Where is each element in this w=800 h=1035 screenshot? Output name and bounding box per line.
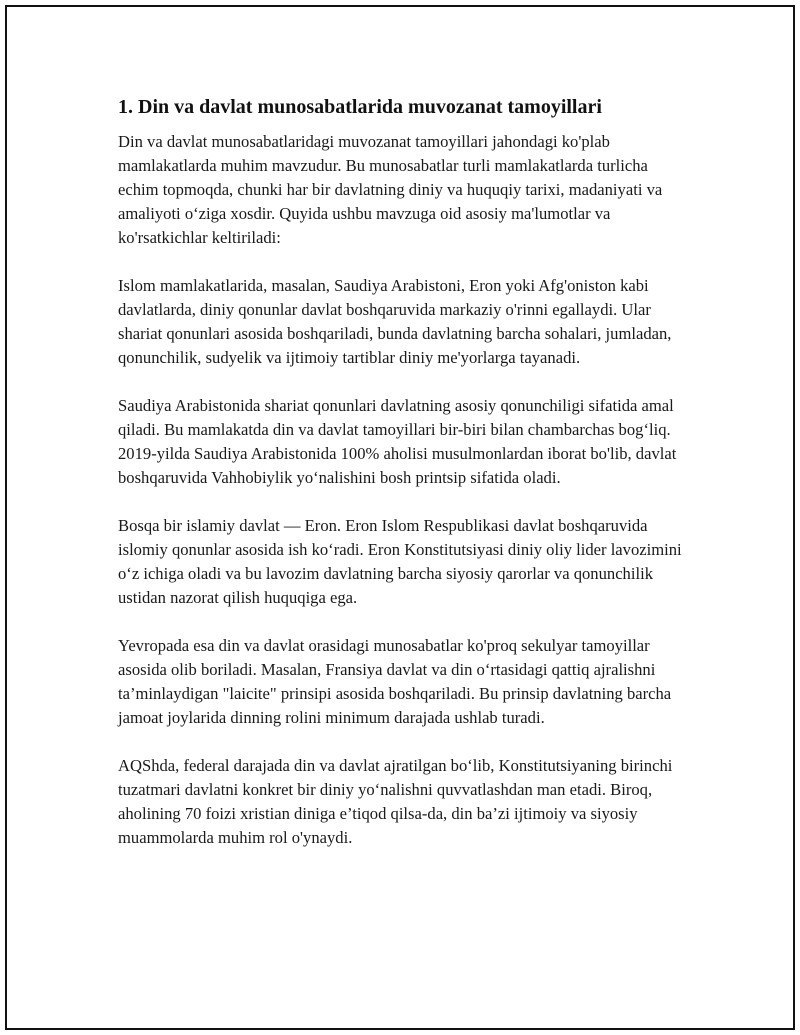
document-body bbox=[118, 94, 688, 874]
paragraph-islamic-countries: Islom mamlakatlarida, masalan, Saudiya Arabistoni, Eron yoki Afg'oniston kabi davlatlarda, diniy qonunlar davlat boshqaruvida markaziy o'rinni egallaydi. Ular shariat qonunlari asosida boshqariladi, bunda davlatning barcha sohalari, jumladan, qonunchilik, sudyelik va ijtimoiy tartiblar diniy me'yorlarga tayanadi. bbox=[118, 276, 672, 367]
paragraph-iran: Bosqa bir islamiy davlat — Eron. Eron Islom Respublikasi davlat boshqaruvida islomiy qonunlar asosida ish ko‘radi. Eron Konstitutsiyasi diniy oliy lider lavozimini o‘z ichiga oladi va bu lavozim davlatning barcha siyosiy qarorlar va qonunchilik ustidan nazorat qilish huquqiga ega. bbox=[118, 516, 682, 607]
section-heading: 1. Din va davlat munosabatlarida muvozanat tamoyillari bbox=[118, 96, 602, 118]
paragraph-saudi-arabia: Saudiya Arabistonida shariat qonunlari davlatning asosiy qonunchiligi sifatida amal qiladi. Bu mamlakatda din va davlat tamoyillari bir-biri bilan chambarchas bog‘liq. 2019-yilda Saudiya Arabistonida 100% aholisi musulmonlardan iborat bo'lib, davlat boshqaruvida Vahhobiylik yo‘nalishini bosh printsip sifatida oladi. bbox=[118, 396, 677, 487]
paragraph-usa: AQShda, federal darajada din va davlat ajratilgan bo‘lib, Konstitutsiyaning birinchi tuzatmari davlatni konkret bir diniy yo‘nalishni quvvatlashdan man etadi. Biroq, aholining 70 foizi xristian diniga e’tiqod qilsa-da, din ba’zi ijtimoiy va siyosiy muammolarda muhim rol o'ynaydi. bbox=[118, 756, 673, 847]
paragraph-intro: Din va davlat munosabatlaridagi muvozanat tamoyillari jahondagi ko'plab mamlakatlarda muhim mavzudur. Bu munosabatlar turli mamlakatlarda turlicha echim topmoqda, chunki har bir davlatning diniy va huquqiy tarixi, madaniyati va amaliyoti o‘ziga xosdir. Quyida ushbu mavzuga oid asosiy ma'lumotlar va ko'rsatkichlar keltiriladi: bbox=[118, 132, 663, 247]
paragraph-europe: Yevropada esa din va davlat orasidagi munosabatlar ko'proq sekulyar tamoyillar asosida olib boriladi. Masalan, Fransiya davlat va din o‘rtasidagi qattiq ajralishni ta’minlaydigan "laicite" prinsipi asosida boshqariladi. Bu prinsip davlatning barcha jamoat joylarida dinning rolini minimum darajada ushlab turadi. bbox=[118, 636, 672, 727]
